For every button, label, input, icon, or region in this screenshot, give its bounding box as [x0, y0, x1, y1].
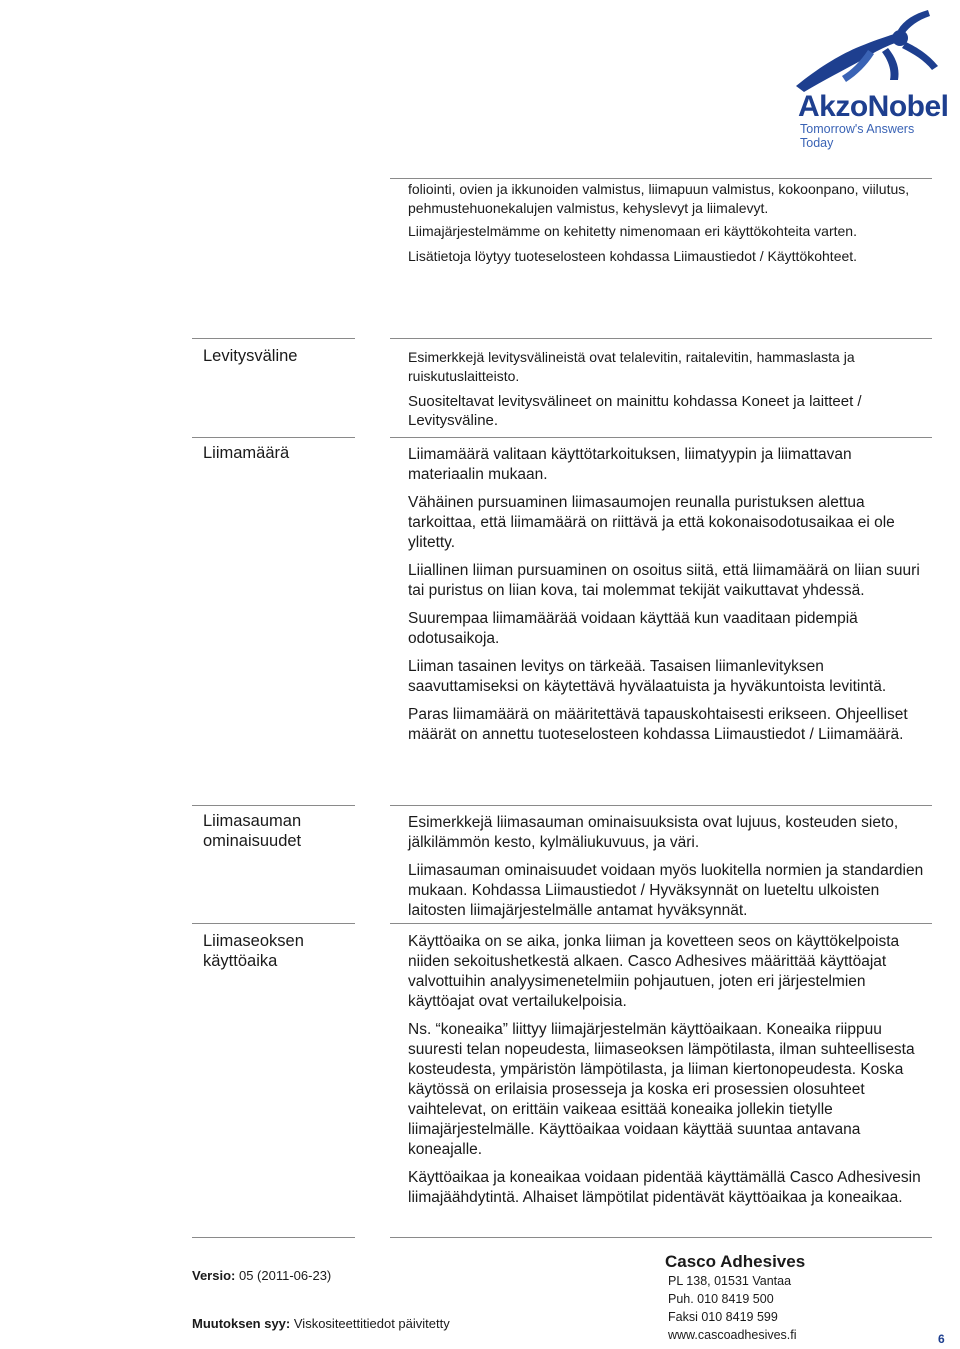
- paragraph: Paras liimamäärä on määritettävä tapauskohtaisesti erikseen. Ohjeelliset määrät on annettu tuoteselosteen kohdassa Liimaustiedot / Liimamäärä.: [408, 706, 908, 743]
- paragraph: Käyttöaikaa ja koneaikaa voidaan pidentää käyttämällä Casco Adhesivesin liimajäähdytintä. Alhaiset lämpötilat pidentävät käyttöaikaa ja koneaikaa.: [408, 1169, 921, 1206]
- version-label: Versio:: [192, 1268, 236, 1283]
- paragraph: Esimerkkejä liimasauman ominaisuuksista ovat lujuus, kosteuden sieto, jälkilämmön kesto, kylmäliukuvuus, ja väri.: [408, 814, 899, 851]
- footer-divider: [390, 1237, 932, 1238]
- change-reason-line: [192, 1316, 450, 1331]
- section-divider: [192, 437, 355, 438]
- section-divider: [390, 805, 932, 806]
- section-levitysvaline-content: [408, 348, 930, 438]
- section-liimamaara-content: [408, 445, 930, 753]
- page-number: 6: [938, 1332, 945, 1346]
- paragraph: Esimerkkejä levitysvälineistä ovat telalevitin, raitalevitin, hammaslasta ja ruiskutuslaitteisto.: [408, 349, 855, 384]
- phone-line: Puh. 010 8419 500: [668, 1292, 774, 1306]
- paragraph: Käyttöaika on se aika, jonka liiman ja kovetteen seos on käyttökelpoista niiden sekoitushetkestä alkaen. Casco Adhesives määrittää käyttöajat valvottuihin analyysimenetelmiin pohjautuen, joten eri järjestelmien käyttöajat ovat vertailukelpoisia.: [408, 933, 900, 1010]
- paragraph: Ns. “koneaika” liittyy liimajärjestelmän käyttöaikaan. Koneaika riippuu suuresti telan nopeudesta, liimaseoksen lämpötilasta, ilman suhteellisesta kosteudesta, ympäristön lämpötilasta, ja liiman kiertonopeudesta. Koska käytössä on erilaisia prosesseja ja koska eri prosessien olosuhteet vaihtelevat, on erittäin vaikeaa esittää koneaika jollekin tietylle liimajärjestelmälle. Käyttöaikaa voidaan käyttää suuntaa antavana koneajalle.: [408, 1021, 915, 1158]
- paragraph: Lisätietoja löytyy tuoteselosteen kohdassa Liimaustiedot / Käyttökohteet.: [408, 248, 858, 264]
- paragraph: Suurempaa liimamäärää voidaan käyttää kun vaaditaan pidempiä odotusaikoja.: [408, 610, 858, 647]
- paragraph: Liiman tasainen levitys on tärkeää. Tasaisen liimanlevityksen saavuttamiseksi on käytettävä hyvälaatuista ja hyväkuntoista levitintä.: [408, 658, 887, 695]
- change-reason-value: Viskositeettitiedot päivitetty: [293, 1316, 450, 1331]
- athlete-figure-icon: [778, 8, 948, 98]
- logo-name: AkzoNobel: [798, 90, 949, 123]
- section-divider: [390, 178, 932, 179]
- section-liimasauma-content: [408, 813, 930, 929]
- section-divider: [390, 437, 932, 438]
- section-divider: [192, 923, 355, 924]
- section-kayttoaika-content: [408, 932, 930, 1216]
- paragraph: Vähäinen pursuaminen liimasaumojen reunalla puristuksen alettua tarkoittaa, että liimamäärä on riittävä ja että kokonaisodotusaikaa ei ole ylitetty.: [408, 494, 895, 551]
- section-divider: [192, 805, 355, 806]
- akzonobel-logo: [778, 8, 949, 150]
- section-divider: [390, 338, 932, 339]
- paragraph: Suositeltavat levitysvälineet on mainittu kohdassa Koneet ja laitteet / Levitysväline.: [408, 393, 862, 429]
- footer-divider: [192, 1237, 355, 1238]
- logo-tagline: Tomorrow's Answers Today: [800, 122, 915, 150]
- section-divider: [390, 923, 932, 924]
- casco-adhesives-brand: Casco Adhesives: [665, 1252, 806, 1271]
- change-reason-label: Muutoksen syy:: [192, 1316, 291, 1331]
- version-line: [192, 1268, 331, 1283]
- paragraph: Liimamäärä valitaan käyttötarkoituksen, liimatyypin ja liimattavan materiaalin mukaan.: [408, 446, 852, 483]
- paragraph: Liimasauman ominaisuudet voidaan myös luokitella normien ja standardien mukaan. Kohdassa Liimaustiedot / Hyväksynnät on lueteltu ulkoisten laitosten liimajärjestelmälle antamat hyväksynnät.: [408, 862, 924, 919]
- section-label-kayttoaika: Liimaseoksen käyttöaika: [203, 932, 304, 970]
- address-line: PL 138, 01531 Vantaa: [668, 1274, 792, 1288]
- section-divider: [192, 338, 355, 339]
- section-label-liimamaara: Liimamäärä: [203, 444, 290, 462]
- section-intro-content: [408, 180, 930, 274]
- paragraph: Liiallinen liiman pursuaminen on osoitus siitä, että liimamäärä on liian suuri tai puristus on liian kova, tai molemmat tekijät vaikuttavat yhdessä.: [408, 562, 920, 599]
- website-link[interactable]: www.cascoadhesives.fi: [668, 1328, 797, 1342]
- fax-line: Faksi 010 8419 599: [668, 1310, 778, 1324]
- paragraph: foliointi, ovien ja ikkunoiden valmistus, liimapuun valmistus, kokoonpano, viilutus, pehmustehuonekalujen valmistus, kehyslevyt ja liimalevyt.: [408, 181, 910, 216]
- version-value: 05 (2011-06-23): [238, 1268, 332, 1283]
- paragraph: Liimajärjestelmämme on kehitetty nimenomaan eri käyttökohteita varten.: [408, 223, 857, 239]
- section-label-liimasauma: Liimasauman ominaisuudet: [203, 812, 302, 850]
- section-label-levitysvaline: Levitysväline: [203, 347, 298, 365]
